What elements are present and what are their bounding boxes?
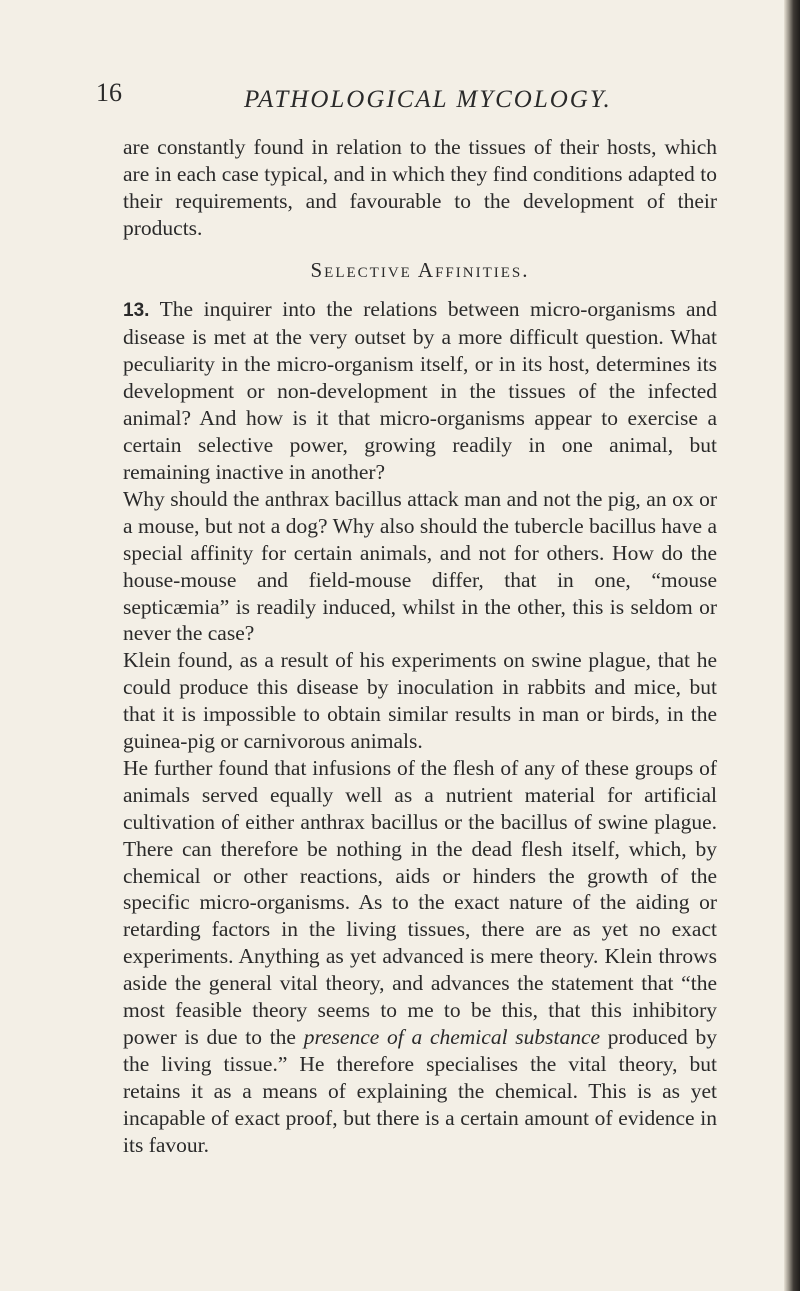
running-title: PATHOLOGICAL MYCOLOGY. [244, 86, 612, 113]
continuation-paragraph: are constantly found in relation to the tissues of their hosts, which are in each case typical, and in which they find conditions adapted to their requirements, and favourable to the development of their products. [123, 135, 717, 240]
paragraph-text: produced by the living tissue.” He therefore specialises the vital theory, but retains it as a means of explaining the chemical. This is as yet incapable of exact proof, but there is a certain amount of evidence in its favour. [123, 1025, 717, 1157]
paragraph: Why should the anthrax bacillus attack man and not the pig, an ox or a mouse, but not a dog? Why also should the tubercle bacillus have a special affinity for certain animals, and not for others. How do the house-mouse and field-mouse differ, that in one, “mouse septicæmia” is readily induced, whilst in the other, this is seldom or never the case? [123, 486, 717, 646]
paragraph-text: He further found that infusions of the flesh of any of these groups of animals served equally well as a nutrient material for artificial cultivation of either anthrax bacillus or the bacillus of swine plague. There can therefore be nothing in the dead flesh itself, which, by chemical or other reactions, aids or hinders the growth of the specific micro-organisms. As to the exact nature of the aiding or retarding factors in the living tissues, there are as yet no exact experiments. Anything as yet advanced is mere theory. Klein throws aside the general vital theory, and advances the statement that “the most feasible theory seems to me to be this, that this inhibitory power is due to the [123, 755, 717, 1049]
paragraph-number: 13. [123, 299, 150, 321]
italic-phrase: presence of a chemical substance [303, 1025, 601, 1049]
page-number: 16 [96, 78, 122, 107]
paragraph [123, 755, 717, 1159]
page-edge-shadow [784, 0, 800, 1291]
paragraph-13 [123, 296, 717, 486]
section-heading: Selective Affinities. [310, 257, 530, 282]
paragraph-text: The inquirer into the relations between micro-organisms and disease is met at the very outset by a more difficult question. What peculiarity in the micro-organism itself, or in its host, determines its development or non-development in the tissues of the infected animal? And how is it that micro-organisms appear to exercise a certain selective power, growing readily in one animal, but remaining inactive in another? [123, 296, 717, 484]
paragraph: Klein found, as a result of his experiments on swine plague, that he could produce this disease by inoculation in rabbits and mice, but that it is impossible to obtain similar results in man or birds, in the guinea-pig or carnivorous animals. [123, 648, 717, 754]
page-body [123, 134, 717, 1159]
